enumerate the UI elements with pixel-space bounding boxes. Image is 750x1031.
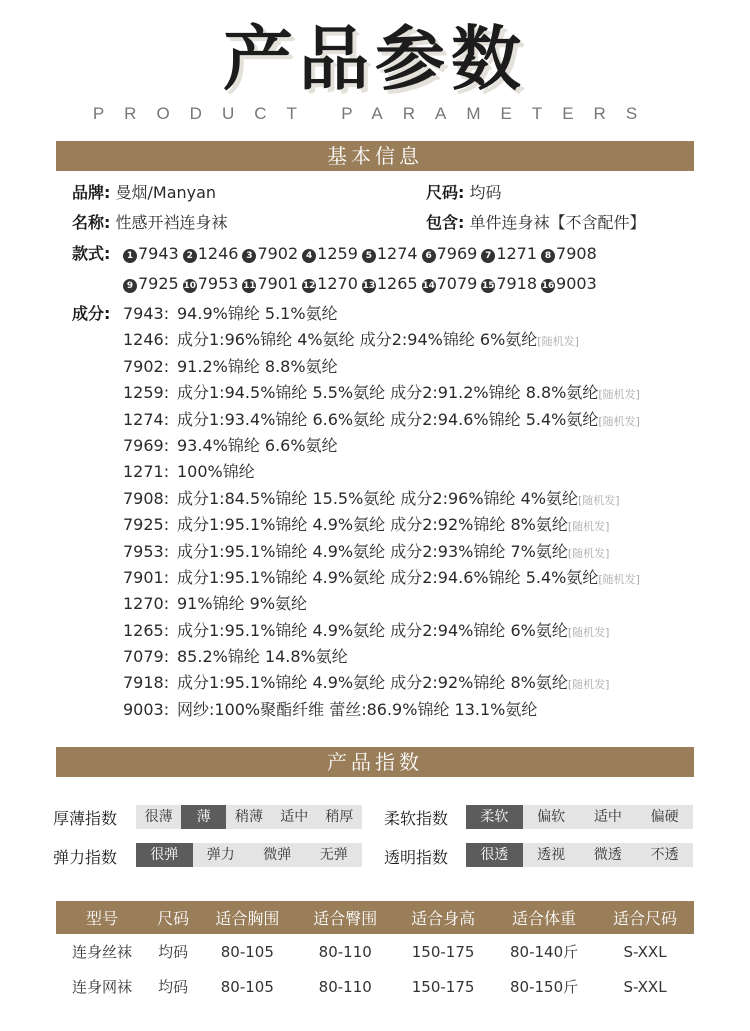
style-number-badge: 10	[183, 281, 196, 291]
composition-text: 91%锦纶 9%氨纶	[177, 594, 308, 614]
style-number-badge: 1	[123, 249, 137, 263]
composition-code: 1246:	[123, 330, 170, 350]
size-value: 均码	[469, 183, 502, 202]
transparency-option: 微透	[593, 847, 622, 863]
style-number-badge: 13	[362, 281, 376, 291]
style-code: 9003	[556, 274, 597, 293]
random-ship-note: [随机发]	[567, 520, 610, 534]
elasticity-option: 无弹	[319, 847, 348, 863]
style-item	[302, 274, 358, 293]
basic-info-header: 基本信息	[56, 141, 694, 171]
style-code: 7969	[436, 244, 478, 263]
include-label: 包含:	[426, 213, 465, 232]
size-row	[426, 183, 502, 203]
composition-row	[123, 594, 640, 620]
composition-row	[123, 647, 640, 673]
table-cell: 80-110	[318, 977, 372, 996]
size-table-body	[56, 934, 694, 1004]
style-code: 7953	[197, 274, 239, 293]
style-item	[123, 244, 179, 263]
style-number-badge: 4	[302, 249, 316, 263]
style-item	[362, 244, 418, 263]
composition-code: 7902:	[123, 356, 170, 376]
size-table-header	[56, 901, 694, 934]
composition-row	[123, 357, 640, 383]
random-ship-note: [随机发]	[567, 546, 610, 560]
composition-row	[123, 542, 640, 568]
table-header-cell: 适合胸围	[198, 901, 296, 934]
table-cell: 均码	[158, 978, 189, 996]
composition-text: 94.9%锦纶 5.1%氨纶	[177, 304, 338, 323]
style-label: 款式:	[72, 244, 111, 263]
style-number-badge: 9	[123, 279, 137, 293]
style-item	[422, 244, 478, 263]
composition-text: 网纱:100%聚酯纤维 蕾丝:86.9%锦纶 13.1%氨纶	[177, 699, 538, 719]
size-label: 尺码:	[426, 183, 465, 202]
thickness-option: 很薄	[144, 809, 173, 825]
style-item	[362, 274, 418, 293]
softness-option: 偏硬	[650, 809, 679, 825]
style-code: 1246	[197, 244, 239, 263]
composition-text: 成分1:95.1%锦纶 4.9%氨纶 成分2:92%锦纶 8%氨纶	[177, 673, 568, 693]
composition-code: 7908:	[123, 488, 170, 508]
style-number-badge: 15	[482, 281, 495, 291]
composition-row	[123, 383, 640, 409]
transparency-meter	[466, 843, 693, 867]
composition-code: 1259:	[123, 383, 170, 403]
composition-text: 91.2%锦纶 8.8%氨纶	[177, 356, 338, 376]
composition-code: 7925:	[123, 515, 170, 535]
style-code: 7901	[257, 274, 299, 293]
composition-code: 1271:	[123, 462, 170, 482]
elasticity-option: 微弹	[263, 847, 292, 863]
style-item	[481, 274, 537, 293]
composition-row	[123, 489, 640, 515]
table-cell: 连身丝袜	[71, 943, 132, 961]
softness-meter	[466, 805, 693, 829]
softness-option: 柔软	[466, 805, 523, 829]
elasticity-meter	[136, 843, 362, 867]
style-code: 7908	[556, 244, 597, 263]
table-header-cell: 尺码	[148, 901, 198, 934]
style-number-badge: 8	[541, 249, 555, 263]
composition-code: 7953:	[123, 541, 170, 561]
style-code: 7902	[257, 244, 299, 263]
table-cell: 80-105	[220, 942, 274, 961]
style-code: 1270	[317, 274, 358, 293]
table-row	[56, 969, 694, 1004]
style-item	[541, 244, 597, 263]
table-cell: 80-105	[220, 977, 274, 996]
thickness-meter	[136, 805, 362, 829]
style-item	[123, 274, 179, 293]
composition-code: 1274:	[123, 409, 170, 429]
random-ship-note: [随机发]	[598, 388, 640, 402]
style-number-badge: 16	[541, 281, 555, 291]
random-ship-note: [随机发]	[567, 678, 610, 692]
composition-text: 成分1:94.5%锦纶 5.5%氨纶 成分2:91.2%锦纶 8.8%氨纶	[177, 383, 599, 403]
style-code: 7079	[436, 274, 478, 293]
composition-row	[123, 621, 640, 647]
composition-text: 成分1:95.1%锦纶 4.9%氨纶 成分2:92%锦纶 8%氨纶	[177, 515, 568, 535]
random-ship-note: [随机发]	[537, 335, 579, 349]
composition-text: 93.4%锦纶 6.6%氨纶	[177, 435, 338, 455]
composition-row	[123, 700, 640, 726]
composition-row	[123, 436, 640, 462]
brand-label: 品牌:	[72, 183, 111, 202]
table-cell: 80-150斤	[509, 978, 579, 996]
transparency-option: 很透	[466, 843, 523, 867]
style-item	[183, 244, 239, 263]
include-row	[426, 213, 646, 233]
style-item	[302, 244, 358, 263]
composition-row	[123, 462, 640, 488]
style-code: 1274	[376, 244, 418, 263]
softness-label: 柔软指数	[384, 809, 449, 828]
brand-row	[72, 183, 216, 203]
table-header-cell: 适合尺码	[596, 901, 694, 934]
composition-text: 成分1:95.1%锦纶 4.9%氨纶 成分2:93%锦纶 7%氨纶	[177, 541, 568, 561]
composition-text: 成分1:84.5%锦纶 15.5%氨纶 成分2:96%锦纶 4%氨纶	[177, 488, 579, 508]
include-value: 单件连身袜【不含配件】	[469, 213, 646, 232]
table-cell: S-XXL	[623, 977, 667, 996]
style-item	[541, 274, 597, 293]
style-list-line-1	[123, 244, 601, 264]
style-code: 1271	[496, 244, 538, 263]
style-number-badge: 5	[362, 249, 376, 263]
page-subtitle: PRODUCT PARAMETERS	[92, 104, 658, 123]
composition-text: 成分1:95.1%锦纶 4.9%氨纶 成分2:94%锦纶 6%氨纶	[177, 620, 568, 640]
style-code: 1265	[376, 274, 418, 293]
composition-row	[123, 410, 640, 436]
page-title: 产品参数	[223, 18, 527, 100]
softness-option: 适中	[593, 809, 622, 825]
random-ship-note: [随机发]	[567, 625, 610, 639]
table-header-cell: 适合臀围	[296, 901, 394, 934]
thickness-option: 稍薄	[235, 809, 263, 825]
composition-code: 7901:	[123, 567, 170, 587]
style-item	[242, 244, 298, 263]
elasticity-label: 弹力指数	[53, 848, 118, 867]
style-item	[183, 274, 239, 293]
composition-label: 成分:	[72, 304, 111, 323]
table-cell: 均码	[158, 943, 189, 961]
composition-text: 成分1:95.1%锦纶 4.9%氨纶 成分2:94.6%锦纶 5.4%氨纶	[177, 567, 599, 587]
style-number-badge: 7	[481, 249, 495, 263]
style-number-badge: 14	[422, 281, 435, 291]
transparency-label: 透明指数	[384, 848, 449, 867]
table-cell: 连身网袜	[71, 978, 132, 996]
random-ship-note: [随机发]	[598, 414, 640, 428]
composition-text: 成分1:93.4%锦纶 6.6%氨纶 成分2:94.6%锦纶 5.4%氨纶	[177, 409, 599, 429]
composition-row	[123, 673, 640, 699]
thickness-label: 厚薄指数	[53, 809, 118, 828]
thickness-option: 适中	[280, 809, 309, 825]
composition-row	[123, 330, 640, 356]
composition-row	[123, 515, 640, 541]
softness-option: 偏软	[537, 809, 566, 825]
name-row	[72, 213, 228, 233]
table-cell: 80-110	[318, 942, 372, 961]
style-code: 1259	[317, 244, 358, 263]
random-ship-note: [随机发]	[578, 493, 620, 507]
table-header-cell: 适合身高	[394, 901, 492, 934]
style-number-badge: 12	[302, 281, 316, 291]
thickness-option: 薄	[181, 805, 226, 829]
elasticity-option: 弹力	[206, 847, 235, 863]
transparency-option: 透视	[537, 847, 566, 863]
style-code: 7918	[496, 274, 538, 293]
style-item	[242, 274, 298, 293]
table-cell: 150-175	[411, 942, 475, 961]
name-label: 名称:	[72, 213, 111, 232]
size-table	[56, 901, 694, 1004]
composition-code: 9003:	[123, 699, 170, 719]
table-cell: 150-175	[411, 977, 475, 996]
composition-text: 100%锦纶	[177, 462, 255, 482]
style-list-line-2	[123, 274, 601, 294]
style-item	[422, 274, 478, 293]
elasticity-option: 很弹	[136, 843, 193, 867]
brand-value: 曼烟/Manyan	[115, 183, 217, 202]
composition-code: 7969:	[123, 435, 170, 455]
composition-text: 85.2%锦纶 14.8%氨纶	[177, 647, 348, 667]
table-row	[56, 934, 694, 969]
table-header-cell: 型号	[56, 901, 148, 934]
composition-list	[123, 304, 640, 726]
style-number-badge: 2	[183, 249, 197, 263]
table-header-cell: 适合体重	[492, 901, 596, 934]
composition-row	[123, 304, 640, 330]
table-cell: 80-140斤	[509, 943, 579, 961]
style-code: 7925	[138, 274, 179, 293]
composition-code: 7943:	[123, 304, 170, 323]
composition-code: 7079:	[123, 647, 170, 667]
style-number-badge: 11	[243, 281, 256, 291]
composition-code: 1265:	[123, 620, 170, 640]
transparency-option: 不透	[650, 847, 679, 863]
composition-code: 1270:	[123, 594, 170, 614]
composition-code: 7918:	[123, 673, 170, 693]
style-code: 7943	[138, 244, 179, 263]
composition-row	[123, 568, 640, 594]
table-cell: S-XXL	[623, 942, 667, 961]
style-item	[481, 244, 537, 263]
random-ship-note: [随机发]	[598, 572, 640, 586]
style-number-badge: 3	[242, 249, 256, 263]
name-value: 性感开裆连身袜	[115, 213, 228, 232]
style-number-badge: 6	[422, 249, 436, 263]
thickness-option: 稍厚	[325, 809, 354, 825]
composition-text: 成分1:96%锦纶 4%氨纶 成分2:94%锦纶 6%氨纶	[177, 330, 538, 350]
product-index-header: 产品指数	[56, 747, 694, 777]
